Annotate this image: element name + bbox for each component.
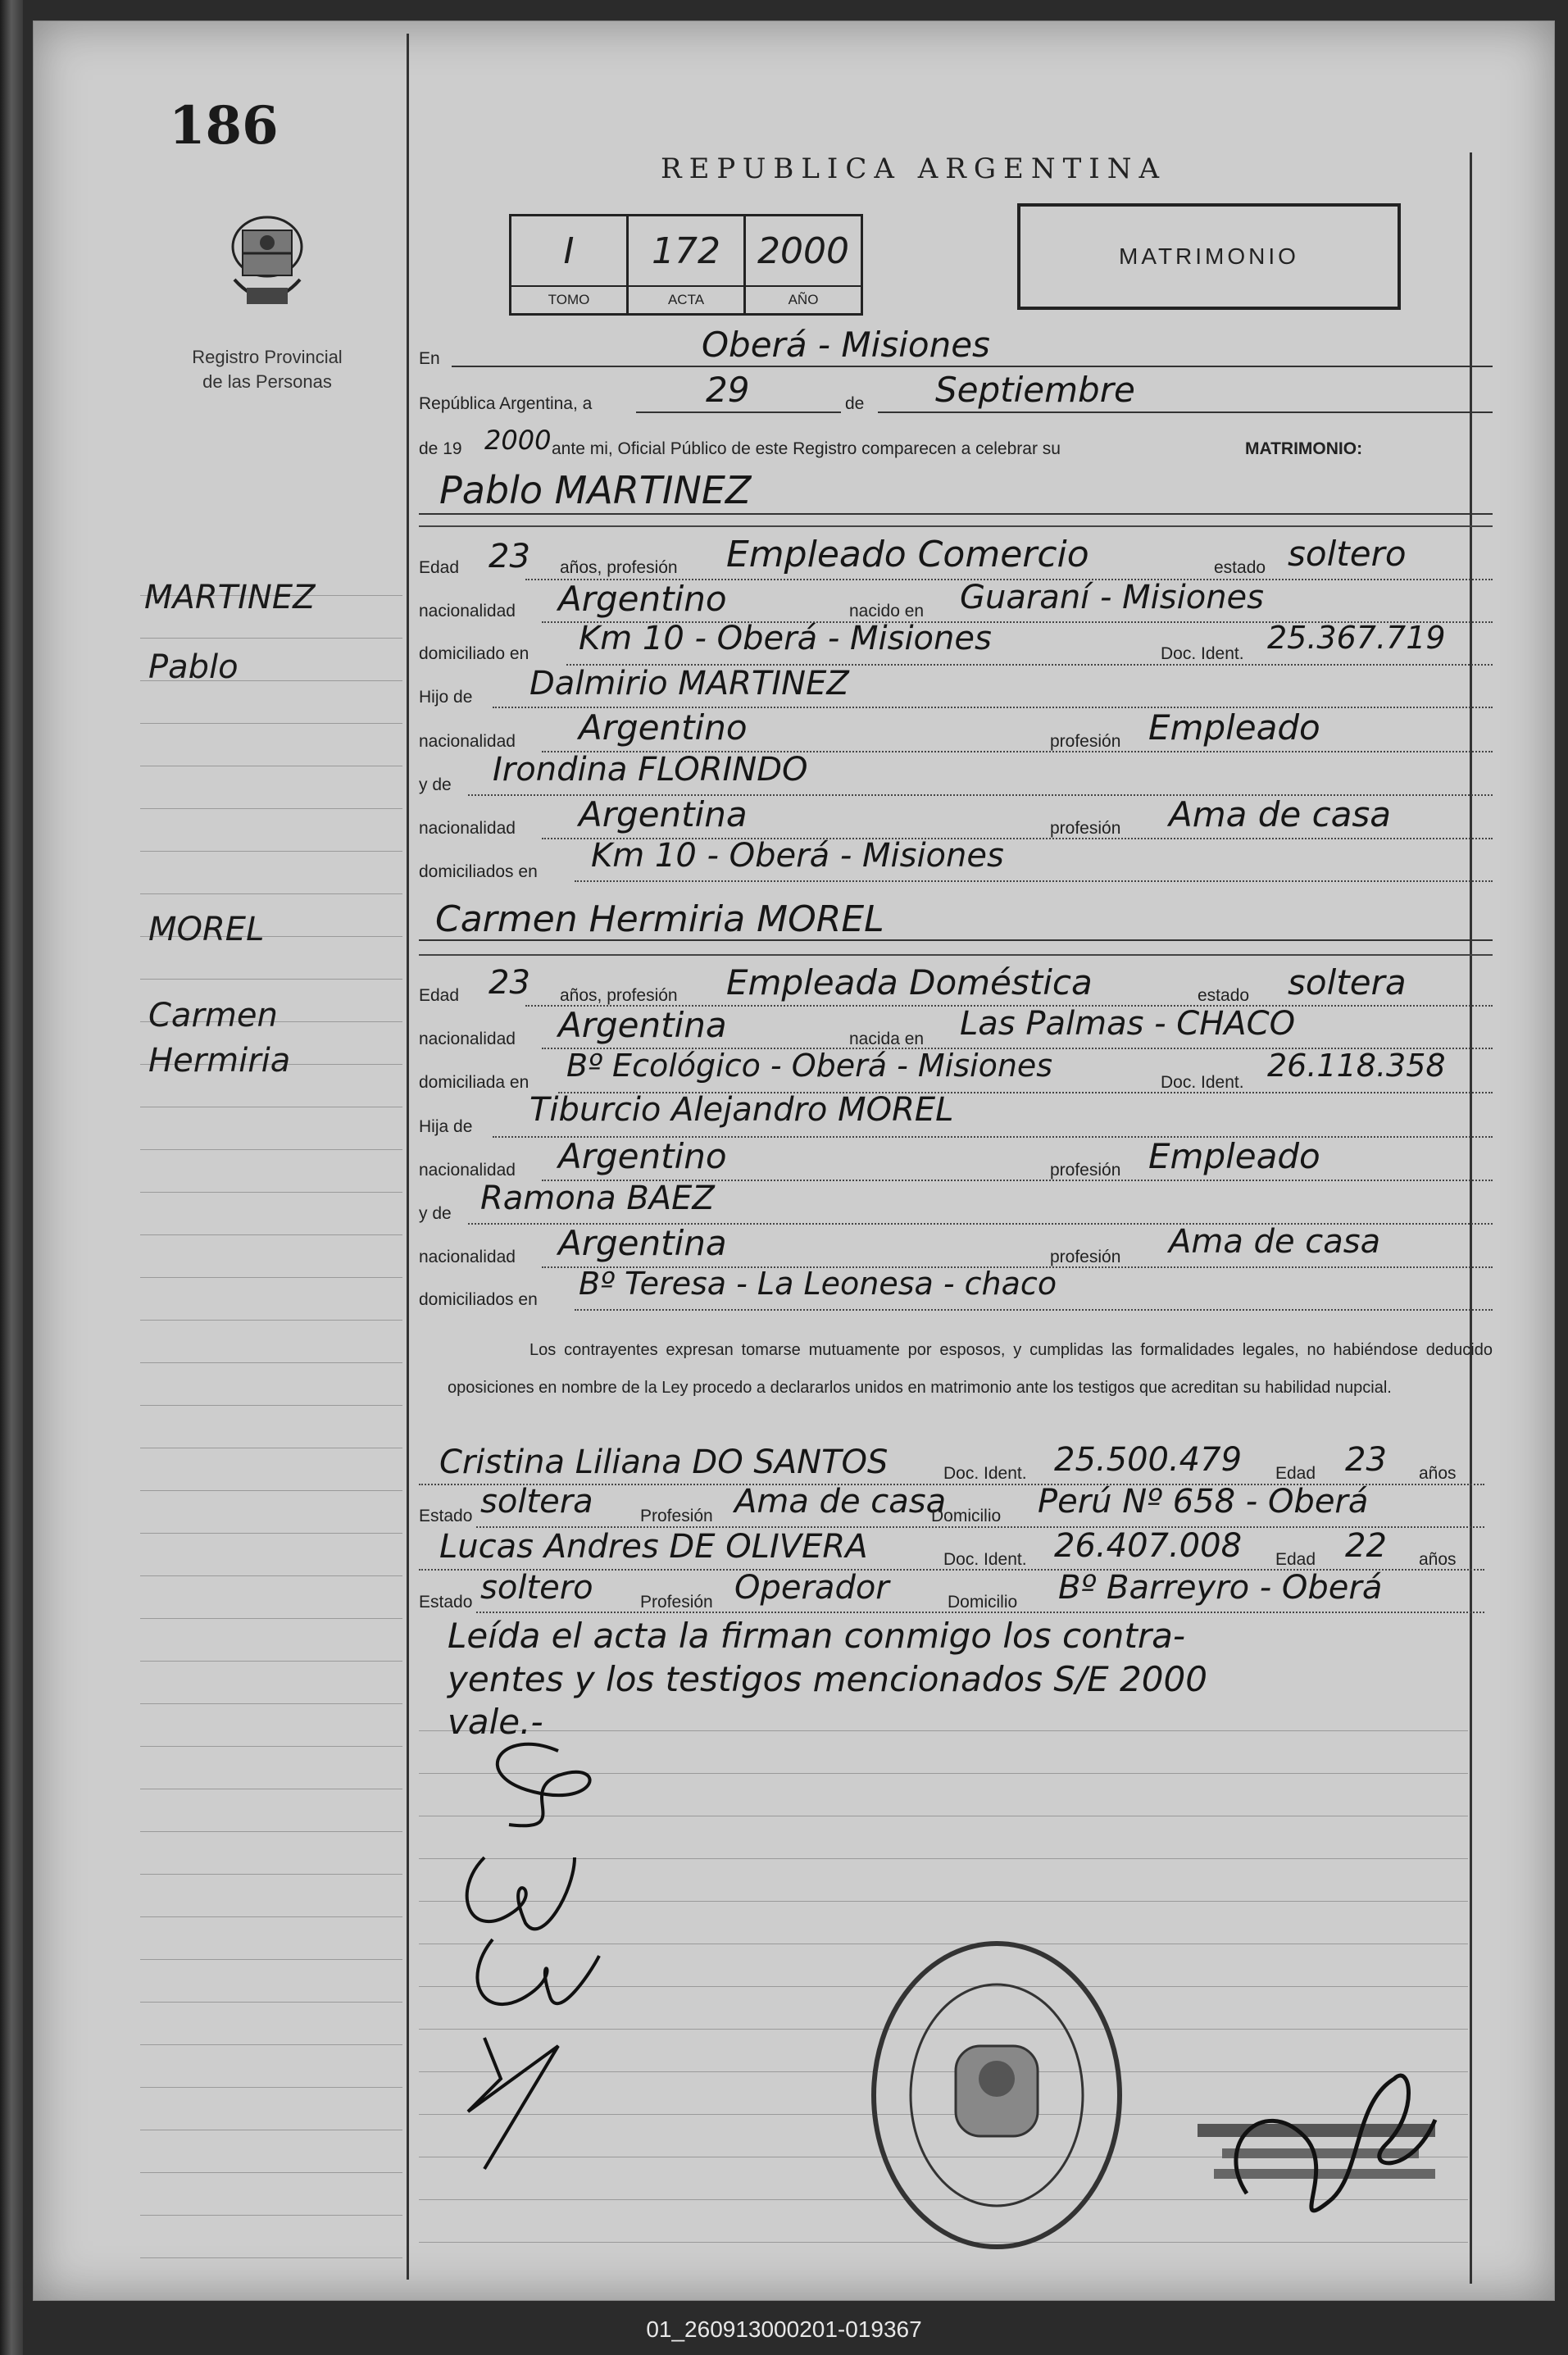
closing-line-1: Leída el acta la firman conmigo los contra- — [448, 1616, 1186, 1656]
label-doc-ident2: Doc. Ident. — [943, 1550, 1027, 1569]
witness1-address: Perú Nº 658 - Oberá — [1038, 1483, 1369, 1521]
witness1-profession: Ama de casa — [734, 1483, 947, 1521]
label-nacionalidad: nacionalidad — [419, 732, 516, 751]
label-y-de: y de — [419, 775, 452, 794]
groom-father-profession: Empleado — [1148, 707, 1320, 748]
groom-mother-profession: Ama de casa — [1169, 794, 1392, 834]
label-en: En — [419, 349, 440, 368]
witness1-age: 23 — [1345, 1441, 1387, 1479]
registry-name — [169, 345, 366, 394]
margin-bride-given2: Hermiria — [148, 1042, 291, 1080]
tomo-label: TOMO — [511, 287, 629, 313]
groom-doc: 25.367.719 — [1267, 620, 1446, 656]
anio-value: 2000 — [757, 230, 849, 272]
right-margin-line — [1470, 152, 1472, 2284]
witness2-doc: 26.407.008 — [1054, 1527, 1243, 1565]
register-page — [33, 20, 1555, 2301]
witness1-name: Cristina Liliana DO SANTOS — [439, 1443, 889, 1481]
label-anios-profesion: años, profesión — [560, 986, 678, 1005]
label-domiciliada-en: domiciliada en — [419, 1073, 529, 1092]
label-profesion2: Profesión — [640, 1507, 713, 1525]
signature-scribbles-icon — [435, 1726, 681, 2218]
witness2-age: 22 — [1345, 1527, 1387, 1565]
groom-mother: Irondina FLORINDO — [493, 751, 808, 789]
label-nacionalidad: nacionalidad — [419, 1030, 516, 1048]
label-estado2: Estado — [419, 1593, 473, 1612]
groom-mother-nationality: Argentina — [579, 794, 748, 834]
witness2-name: Lucas Andres DE OLIVERA — [439, 1528, 868, 1566]
margin-bride-surname: MOREL — [148, 911, 265, 948]
label-nacionalidad: nacionalidad — [419, 819, 516, 838]
acta-value: 172 — [629, 216, 746, 285]
bride-father-profession: Empleado — [1148, 1136, 1320, 1176]
margin-bride-given1: Carmen — [148, 997, 278, 1034]
official-stamp-icon — [861, 1931, 1132, 2259]
groom-father: Dalmirio MARTINEZ — [529, 665, 849, 702]
bride-status: soltera — [1288, 962, 1407, 1002]
tomo-value: I — [511, 216, 629, 285]
groom-address: Km 10 - Oberá - Misiones — [579, 620, 992, 657]
label-domicilio: Domicilio — [931, 1507, 1002, 1525]
label-doc-ident: Doc. Ident. — [1161, 1073, 1244, 1092]
registry-line1: Registro Provincial — [192, 347, 343, 367]
witness2-profession: Operador — [734, 1569, 889, 1607]
groom-parents-address: Km 10 - Oberá - Misiones — [591, 837, 1004, 875]
label-de19: de 19 — [419, 439, 462, 458]
place-value: Oberá - Misiones — [702, 325, 990, 365]
groom-full-name: Pablo MARTINEZ — [439, 468, 752, 512]
day-value: 29 — [706, 370, 750, 410]
record-reference-table — [509, 214, 863, 316]
groom-nationality: Argentino — [558, 579, 727, 619]
label-y-de: y de — [419, 1204, 452, 1223]
label-hija-de: Hija de — [419, 1117, 473, 1136]
label-estado2: Estado — [419, 1507, 473, 1525]
bride-father-nationality: Argentino — [558, 1136, 727, 1176]
label-nacida-en: nacida en — [849, 1030, 925, 1048]
witness1-doc: 25.500.479 — [1054, 1441, 1243, 1479]
acta-label: ACTA — [629, 287, 746, 313]
bride-profession: Empleada Doméstica — [726, 962, 1093, 1002]
label-anios-profesion: años, profesión — [560, 558, 678, 577]
margin-groom-surname: MARTINEZ — [144, 579, 316, 616]
label-edad: Edad — [419, 558, 460, 577]
bride-age: 23 — [489, 964, 530, 1002]
bride-mother-nationality: Argentina — [558, 1223, 727, 1263]
label-matrimonio: MATRIMONIO: — [1245, 439, 1363, 458]
month-value: Septiembre — [935, 370, 1135, 410]
coat-of-arms-icon — [218, 206, 316, 329]
left-column-divider — [407, 34, 409, 2280]
label-anios: años — [1419, 1464, 1457, 1483]
footer-code: 01_260913000201-019367 — [646, 2316, 922, 2342]
groom-status: soltero — [1288, 534, 1407, 574]
margin-ruled-lines — [140, 595, 402, 2275]
bride-father: Tiburcio Alejandro MOREL — [529, 1091, 954, 1129]
bride-birthplace: Las Palmas - CHACO — [960, 1005, 1296, 1043]
label-nacionalidad: nacionalidad — [419, 602, 516, 621]
bride-full-name: Carmen Hermiria MOREL — [435, 898, 884, 940]
bride-nationality: Argentina — [558, 1005, 727, 1045]
bride-doc: 26.118.358 — [1267, 1048, 1446, 1084]
bride-mother-profession: Ama de casa — [1169, 1223, 1381, 1261]
registry-line2: de las Personas — [202, 371, 332, 392]
bride-parents-address: Bº Teresa - La Leonesa - chaco — [579, 1266, 1057, 1302]
bride-mother: Ramona BAEZ — [480, 1180, 715, 1217]
closing-line-3: vale.- — [448, 1702, 543, 1742]
label-domiciliado-en: domiciliado en — [419, 644, 529, 663]
label-domicilio: Domicilio — [948, 1593, 1018, 1612]
label-de: de — [845, 394, 865, 413]
label-edad2: Edad — [1275, 1464, 1316, 1483]
groom-profession: Empleado Comercio — [726, 534, 1089, 575]
label-domiciliados-en: domiciliados en — [419, 1290, 538, 1309]
closing-line-2: yentes y los testigos mencionados S/E 2000 — [448, 1659, 1207, 1699]
label-nacido-en: nacido en — [849, 602, 925, 621]
label-profesion: profesión — [1050, 732, 1121, 751]
label-estado: estado — [1214, 558, 1266, 577]
legal-declaration: Los contrayentes expresan tomarse mutuamente por esposos, y cumplidas las formalidades legales, no habiéndose deducido oposiciones en nombre de la Ley procedo a declararlos unidos en matrimonio ante los testigos que acreditan su habilidad nupcial. — [448, 1341, 1493, 1397]
label-republica: República Argentina, a — [419, 394, 593, 413]
label-ante: ante mi, Oficial Público de este Registro comparecen a celebrar su — [552, 439, 1061, 458]
label-estado: estado — [1198, 986, 1250, 1005]
groom-age: 23 — [489, 538, 530, 575]
label-hijo-de: Hijo de — [419, 688, 473, 707]
label-domiciliados-en: domiciliados en — [419, 862, 538, 881]
label-nacionalidad: nacionalidad — [419, 1161, 516, 1180]
label-doc-ident2: Doc. Ident. — [943, 1464, 1027, 1483]
label-profesion: profesión — [1050, 819, 1121, 838]
label-profesion: profesión — [1050, 1248, 1121, 1266]
official-signature-icon — [1165, 2046, 1476, 2259]
label-nacionalidad: nacionalidad — [419, 1248, 516, 1266]
label-profesion2: Profesión — [640, 1593, 713, 1612]
witness2-address: Bº Barreyro - Oberá — [1058, 1569, 1383, 1607]
label-profesion: profesión — [1050, 1161, 1121, 1180]
label-doc-ident: Doc. Ident. — [1161, 644, 1244, 663]
groom-father-nationality: Argentino — [579, 707, 748, 748]
label-edad2: Edad — [1275, 1550, 1316, 1569]
witness1-status: soltera — [480, 1483, 593, 1521]
record-type: MATRIMONIO — [1017, 203, 1401, 310]
anio-label: AÑO — [788, 292, 819, 307]
page-number: 186 — [169, 95, 279, 157]
bride-address: Bº Ecológico - Oberá - Misiones — [566, 1048, 1053, 1084]
book-binding — [0, 0, 23, 2355]
label-edad: Edad — [419, 986, 460, 1005]
year-value: 2000 — [484, 425, 552, 456]
label-anios: años — [1419, 1550, 1457, 1569]
country-title: REPUBLICA ARGENTINA — [661, 152, 1167, 185]
margin-groom-given: Pablo — [148, 648, 239, 686]
witness2-status: soltero — [480, 1569, 593, 1607]
groom-birthplace: Guaraní - Misiones — [960, 579, 1264, 616]
